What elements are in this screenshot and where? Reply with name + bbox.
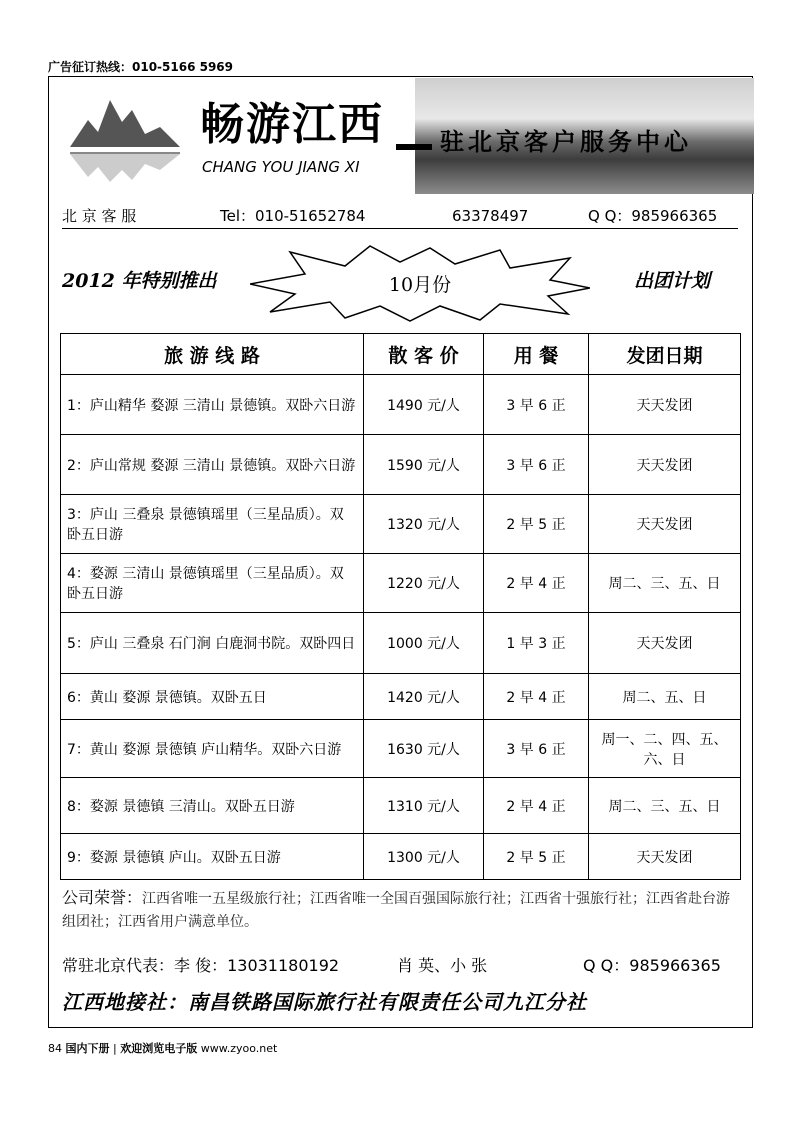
service-label: 北 京 客 服: [62, 207, 137, 225]
rep-label: 常驻北京代表：李 俊：13031180192: [62, 956, 340, 975]
dates-cell: 周二、三、五、日: [589, 778, 741, 834]
route-cell: 9：婺源 景德镇 庐山。双卧五日游: [61, 834, 364, 880]
brand-title: 畅游江西: [200, 99, 384, 150]
table-row: [61, 674, 741, 720]
price-cell: 1000 元/人: [364, 613, 484, 674]
meals-cell: 3 早 6 正: [484, 375, 589, 435]
footer-section: 国内下册: [65, 1042, 110, 1055]
brand-dash: [396, 144, 432, 150]
dates-cell: 天天发团: [589, 834, 741, 880]
price-cell: 1590 元/人: [364, 435, 484, 495]
price-cell: 1320 元/人: [364, 495, 484, 554]
mountain-logo-icon: [70, 92, 180, 182]
table-row: [61, 834, 741, 880]
banner: [60, 78, 754, 196]
service-line: [62, 205, 738, 229]
dates-cell: 天天发团: [589, 375, 741, 435]
route-cell: 3：庐山 三叠泉 景德镇瑶里（三星品质）。双卧五日游: [61, 495, 364, 554]
table-header-row: [61, 334, 741, 375]
honor-text: 江西省唯一五星级旅行社；江西省唯一全国百强国际旅行社；江西省十强旅行社；江西省赴台游组团社；江西省用户满意单位。: [62, 891, 731, 930]
meals-cell: 2 早 4 正: [484, 778, 589, 834]
price-cell: 1490 元/人: [364, 375, 484, 435]
header-dates: 发团日期: [589, 334, 741, 375]
route-cell: 2：庐山常规 婺源 三清山 景德镇。双卧六日游: [61, 435, 364, 495]
table-row: [61, 495, 741, 554]
page-number: 84: [48, 1042, 62, 1055]
price-cell: 1630 元/人: [364, 720, 484, 778]
ad-hotline: 广告征订热线：010-5166 5969: [48, 60, 234, 74]
price-cell: 1310 元/人: [364, 778, 484, 834]
header-meals: 用 餐: [484, 334, 589, 375]
price-cell: 1220 元/人: [364, 554, 484, 613]
table-row: [61, 720, 741, 778]
dates-cell: 周二、五、日: [589, 674, 741, 720]
service-tel2: 63378497: [452, 207, 529, 225]
brand-subtitle: 驻北京客户服务中心: [440, 127, 692, 156]
price-cell: 1300 元/人: [364, 834, 484, 880]
dates-cell: 天天发团: [589, 495, 741, 554]
header-route: 旅 游 线 路: [61, 334, 364, 375]
dates-cell: 天天发团: [589, 435, 741, 495]
meals-cell: 2 早 5 正: [484, 495, 589, 554]
company-honor: [62, 886, 738, 934]
dates-cell: 周一、二、四、五、六、日: [589, 720, 741, 778]
dates-cell: 天天发团: [589, 613, 741, 674]
footer-slogan: 欢迎浏览电子版: [120, 1042, 198, 1055]
table-row: [61, 554, 741, 613]
price-cell: 1420 元/人: [364, 674, 484, 720]
route-cell: 1：庐山精华 婺源 三清山 景德镇。双卧六日游: [61, 375, 364, 435]
month-label: 10月份: [388, 274, 452, 296]
meals-cell: 3 早 6 正: [484, 720, 589, 778]
table-row: [61, 613, 741, 674]
meals-cell: 2 早 4 正: [484, 554, 589, 613]
route-cell: 4：婺源 三清山 景德镇瑶里（三星品质）。双卧五日游: [61, 554, 364, 613]
promo-right: 出团计划: [634, 270, 711, 292]
rep-others: 肖 英、小 张: [397, 956, 488, 975]
table-row: [61, 435, 741, 495]
service-qq: Q Q：985966365: [588, 207, 718, 225]
header-price: 散 客 价: [364, 334, 484, 375]
table-row: [61, 778, 741, 834]
honor-label: 公司荣誉：: [62, 888, 143, 907]
meals-cell: 2 早 4 正: [484, 674, 589, 720]
route-cell: 5：庐山 三叠泉 石门涧 白鹿洞书院。双卧四日: [61, 613, 364, 674]
tour-table: [60, 333, 741, 880]
meals-cell: 1 早 3 正: [484, 613, 589, 674]
local-agency: 江西地接社：南昌铁路国际旅行社有限责任公司九江分社: [62, 990, 587, 1014]
service-tel: Tel：010-51652784: [220, 207, 366, 225]
promo-left: 2012 年特别推出: [62, 270, 217, 292]
rep-qq: Q Q：985966365: [583, 956, 721, 975]
route-cell: 8：婺源 景德镇 三清山。双卧五日游: [61, 778, 364, 834]
brand-pinyin: CHANG YOU JIANG XI: [202, 158, 360, 176]
page-footer: 84 国内下册 | 欢迎浏览电子版 www.zyoo.net: [48, 1042, 278, 1055]
footer-site-link[interactable]: www.zyoo.net: [200, 1042, 278, 1055]
beijing-rep: [62, 953, 738, 976]
meals-cell: 3 早 6 正: [484, 435, 589, 495]
route-cell: 7：黄山 婺源 景德镇 庐山精华。双卧六日游: [61, 720, 364, 778]
table-row: [61, 375, 741, 435]
dates-cell: 周二、三、五、日: [589, 554, 741, 613]
route-cell: 6：黄山 婺源 景德镇。双卧五日: [61, 674, 364, 720]
meals-cell: 2 早 5 正: [484, 834, 589, 880]
